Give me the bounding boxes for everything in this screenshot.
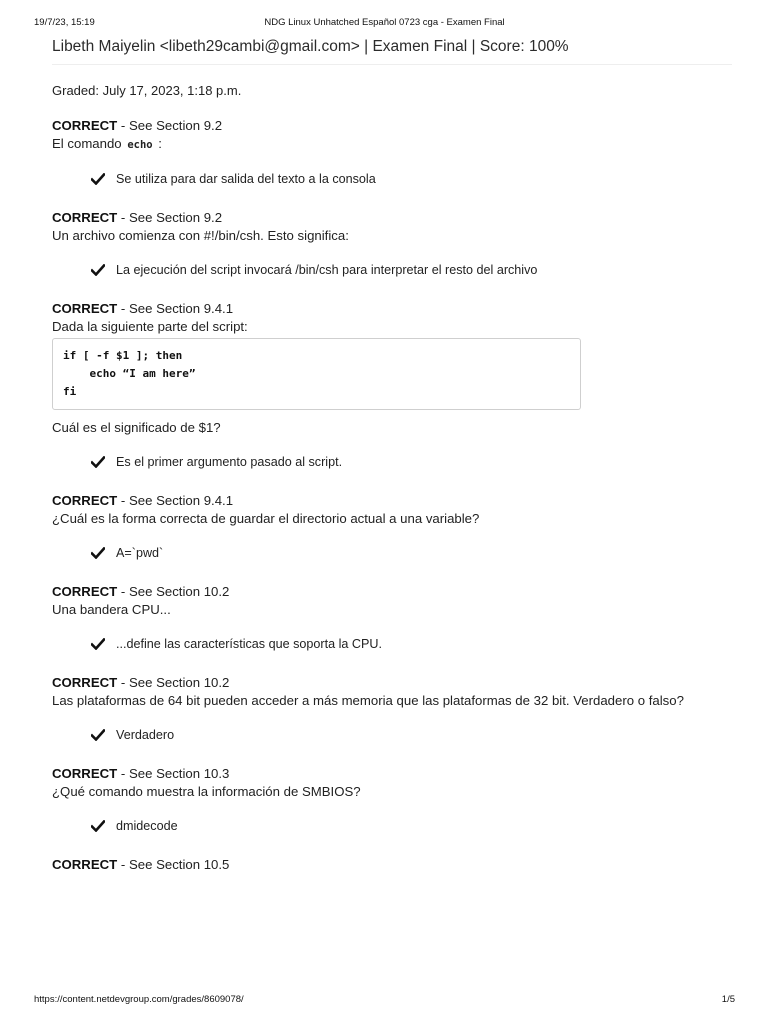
question-text: Las plataformas de 64 bit pueden acceder a más memoria que las plataformas de 32 bit. Verdadero o falso? <box>52 693 684 708</box>
check-icon <box>90 728 106 742</box>
answer-text: ...define las características que soporta la CPU. <box>116 637 382 651</box>
section-ref: - See Section 10.2 <box>117 584 230 599</box>
question-text: Dada la siguiente parte del script: <box>52 319 248 334</box>
answer-text: Se utiliza para dar salida del texto a la consola <box>116 172 376 186</box>
question-status <box>52 116 728 135</box>
question-status <box>52 208 728 227</box>
check-icon <box>90 455 106 469</box>
question-status <box>52 299 728 318</box>
check-icon <box>90 546 106 560</box>
graded-date: Graded: July 17, 2023, 1:18 p.m. <box>52 83 242 98</box>
question <box>52 673 728 742</box>
answer-text: La ejecución del script invocará /bin/csh para interpretar el resto del archivo <box>116 263 538 277</box>
answer-text: dmidecode <box>116 819 178 833</box>
correct-label: CORRECT <box>52 301 118 316</box>
selected-answer <box>90 546 728 560</box>
question <box>52 116 728 186</box>
selected-answer <box>90 263 728 277</box>
question <box>52 208 728 277</box>
code-line: if [ -f $1 ]; then <box>63 349 183 362</box>
correct-label: CORRECT <box>52 857 118 872</box>
question-text <box>52 135 728 154</box>
selected-answer <box>90 819 728 833</box>
page-url: https://content.netdevgroup.com/grades/8609078/ <box>34 994 244 1005</box>
question-text-after-code: Cuál es el significado de $1? <box>52 420 221 435</box>
print-document-title: NDG Linux Unhatched Español 0723 cga - Examen Final <box>264 17 505 28</box>
correct-label: CORRECT <box>52 493 118 508</box>
section-ref: - See Section 9.4.1 <box>117 493 234 508</box>
section-ref: - See Section 10.5 <box>117 857 230 872</box>
question-text: Una bandera CPU... <box>52 602 171 617</box>
check-icon <box>90 637 106 651</box>
inline-code: echo <box>127 139 153 151</box>
question-text: ¿Qué comando muestra la información de SMBIOS? <box>52 784 361 799</box>
question-list <box>52 116 728 896</box>
check-icon <box>90 819 106 833</box>
question <box>52 582 728 651</box>
correct-label: CORRECT <box>52 210 118 225</box>
correct-label: CORRECT <box>52 118 118 133</box>
answer-text: Es el primer argumento pasado al script. <box>116 455 343 469</box>
print-footer <box>34 994 735 1008</box>
print-date: 19/7/23, 15:19 <box>34 17 95 28</box>
question <box>52 855 728 874</box>
correct-label: CORRECT <box>52 675 118 690</box>
question <box>52 491 728 560</box>
correct-label: CORRECT <box>52 766 118 781</box>
answer-text: A=`pwd` <box>116 546 164 560</box>
section-ref: - See Section 9.4.1 <box>117 301 234 316</box>
question-text: Un archivo comienza con #!/bin/csh. Esto significa: <box>52 228 349 243</box>
section-ref: - See Section 10.3 <box>117 766 230 781</box>
question <box>52 299 728 469</box>
code-block <box>52 338 581 410</box>
check-icon <box>90 172 106 186</box>
selected-answer <box>90 728 728 742</box>
question-text-part: El comando <box>52 136 126 151</box>
section-ref: - See Section 9.2 <box>117 118 223 133</box>
selected-answer <box>90 455 728 469</box>
code-line: fi <box>63 385 77 398</box>
question-text-part: : <box>154 136 162 151</box>
correct-label: CORRECT <box>52 584 118 599</box>
page-number: 1/5 <box>721 994 735 1005</box>
check-icon <box>90 263 106 277</box>
question-status <box>52 673 728 692</box>
question-text: ¿Cuál es la forma correcta de guardar el directorio actual a una variable? <box>52 511 480 526</box>
question-status <box>52 764 728 783</box>
section-ref: - See Section 9.2 <box>117 210 223 225</box>
answer-text: Verdadero <box>116 728 175 742</box>
code-line: echo “I am here” <box>63 367 196 380</box>
selected-answer <box>90 637 728 651</box>
print-header <box>34 17 735 31</box>
question <box>52 764 728 833</box>
question-status <box>52 491 728 510</box>
section-ref: - See Section 10.2 <box>117 675 230 690</box>
exam-title: Libeth Maiyelin <libeth29cambi@gmail.com> | Examen Final | Score: 100% <box>52 38 732 65</box>
question-status <box>52 855 728 874</box>
selected-answer <box>90 172 728 186</box>
question-status <box>52 582 728 601</box>
